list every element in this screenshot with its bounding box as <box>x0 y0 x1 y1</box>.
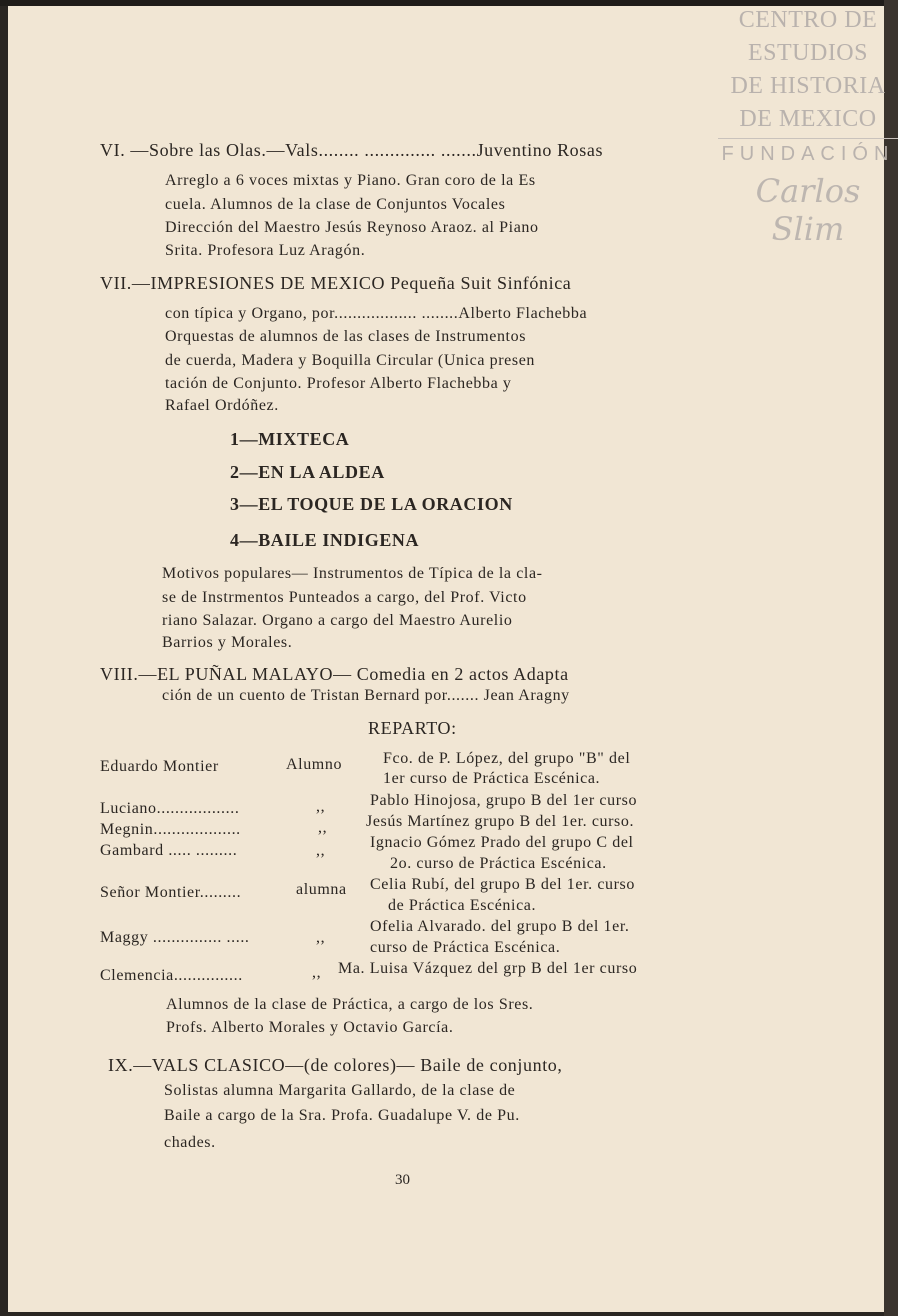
cast-role-2: Luciano.................. <box>100 800 240 817</box>
cast-mark-4: ,, <box>316 842 326 859</box>
section-7-note-2: se de Instrmentos Punteados a cargo, del Prof. Victo <box>162 589 527 606</box>
section-7-line-3: de cuerda, Madera y Boquilla Circular (Unica presen <box>165 352 536 369</box>
cast-actor-1: Fco. de P. López, del grupo "B" del <box>383 750 631 767</box>
cast-actor-3: Jesús Martínez grupo B del 1er. curso. <box>366 813 635 830</box>
cast-role-7: Clemencia............... <box>100 967 243 984</box>
section-9-heading: IX.—VALS CLASICO—(de colores)— Baile de conjunto, <box>108 1055 563 1075</box>
movement-1: 1—MIXTECA <box>230 429 350 449</box>
section-6-heading: VI. —Sobre las Olas.—Vals........ .............. .......Juventino Rosas <box>100 140 604 160</box>
cast-role-3: Megnin................... <box>100 821 241 838</box>
cast-actor-1-cont: 1er curso de Práctica Escénica. <box>383 770 601 787</box>
page-number: 30 <box>395 1172 410 1188</box>
cast-role-1: Eduardo Montier <box>100 758 219 775</box>
watermark <box>718 4 898 248</box>
cast-mark-5: alumna <box>296 881 347 898</box>
cast-role-6: Maggy ............... ..... <box>100 929 250 946</box>
cast-actor-6: Ofelia Alvarado. del grupo B del 1er. <box>370 918 630 935</box>
cast-actor-4-cont: 2o. curso de Práctica Escénica. <box>390 855 607 872</box>
watermark-line3: DE HISTORIA <box>730 73 886 99</box>
movement-2: 2—EN LA ALDEA <box>230 462 385 482</box>
watermark-line2: ESTUDIOS <box>747 40 868 66</box>
cast-actor-6-cont: curso de Práctica Escénica. <box>370 939 561 956</box>
section-9-line-3: chades. <box>164 1134 216 1151</box>
watermark-line1: CENTRO DE <box>738 7 878 33</box>
section-6-line-2: cuela. Alumnos de la clase de Conjuntos Vocales <box>165 196 506 213</box>
section-9-line-1: Solistas alumna Margarita Gallardo, de la clase de <box>164 1082 516 1099</box>
movement-4: 4—BAILE INDIGENA <box>230 530 420 550</box>
section-6-line-3: Dirección del Maestro Jesús Reynoso Araoz. al Piano <box>165 219 539 236</box>
section-6-line-4: Srita. Profesora Luz Aragón. <box>165 242 366 259</box>
watermark-line5: FUNDACIÓN <box>721 143 895 165</box>
cast-actor-7: Ma. Luisa Vázquez del grp B del 1er curso <box>338 960 638 977</box>
cast-mark-2: ,, <box>316 798 326 815</box>
watermark-line4: DE MEXICO <box>739 106 877 132</box>
cast-actor-4: Ignacio Gómez Prado del grupo C del <box>370 834 634 851</box>
watermark-rule <box>718 138 898 139</box>
section-7-heading: VII.—IMPRESIONES DE MEXICO Pequeña Suit Sinfónica <box>100 273 572 293</box>
reparto-heading: REPARTO: <box>368 718 457 738</box>
section-7-note-3: riano Salazar. Organo a cargo del Maestro Aurelio <box>162 612 513 629</box>
cast-actor-5: Celia Rubí, del grupo B del 1er. curso <box>370 876 635 893</box>
section-7-line-1: con típica y Organo, por.................. ........Alberto Flachebba <box>165 305 588 322</box>
section-9-line-2: Baile a cargo de la Sra. Profa. Guadalupe V. de Pu. <box>164 1107 520 1124</box>
section-7-note-4: Barrios y Morales. <box>162 634 293 651</box>
cast-note-2: Profs. Alberto Morales y Octavio García. <box>166 1019 454 1036</box>
cast-actor-2: Pablo Hinojosa, grupo B del 1er curso <box>370 792 638 809</box>
section-8-heading: VIII.—EL PUÑAL MALAYO— Comedia en 2 actos Adapta <box>100 664 569 684</box>
cast-mark-1: Alumno <box>286 756 343 773</box>
watermark-signature: Carlos Slim <box>755 172 861 248</box>
section-7-line-2: Orquestas de alumnos de las clases de Instrumentos <box>165 328 527 345</box>
cast-mark-7: ,, <box>312 964 322 981</box>
section-7-line-5: Rafael Ordóñez. <box>165 397 279 414</box>
cast-role-4: Gambard ..... ......... <box>100 842 238 859</box>
cast-note-1: Alumnos de la clase de Práctica, a cargo de los Sres. <box>166 996 534 1013</box>
cast-mark-3: ,, <box>318 819 328 836</box>
movement-3: 3—EL TOQUE DE LA ORACION <box>230 494 513 514</box>
cast-role-5: Señor Montier......... <box>100 884 242 901</box>
section-7-line-4: tación de Conjunto. Profesor Alberto Flachebba y <box>165 375 512 392</box>
section-7-note-1: Motivos populares— Instrumentos de Típica de la cla- <box>162 565 543 582</box>
cast-actor-5-cont: de Práctica Escénica. <box>388 897 537 914</box>
cast-mark-6: ,, <box>316 929 326 946</box>
section-8-line-1: ción de un cuento de Tristan Bernard por....... Jean Aragny <box>162 687 570 704</box>
section-6-line-1: Arreglo a 6 voces mixtas y Piano. Gran coro de la Es <box>165 172 536 189</box>
